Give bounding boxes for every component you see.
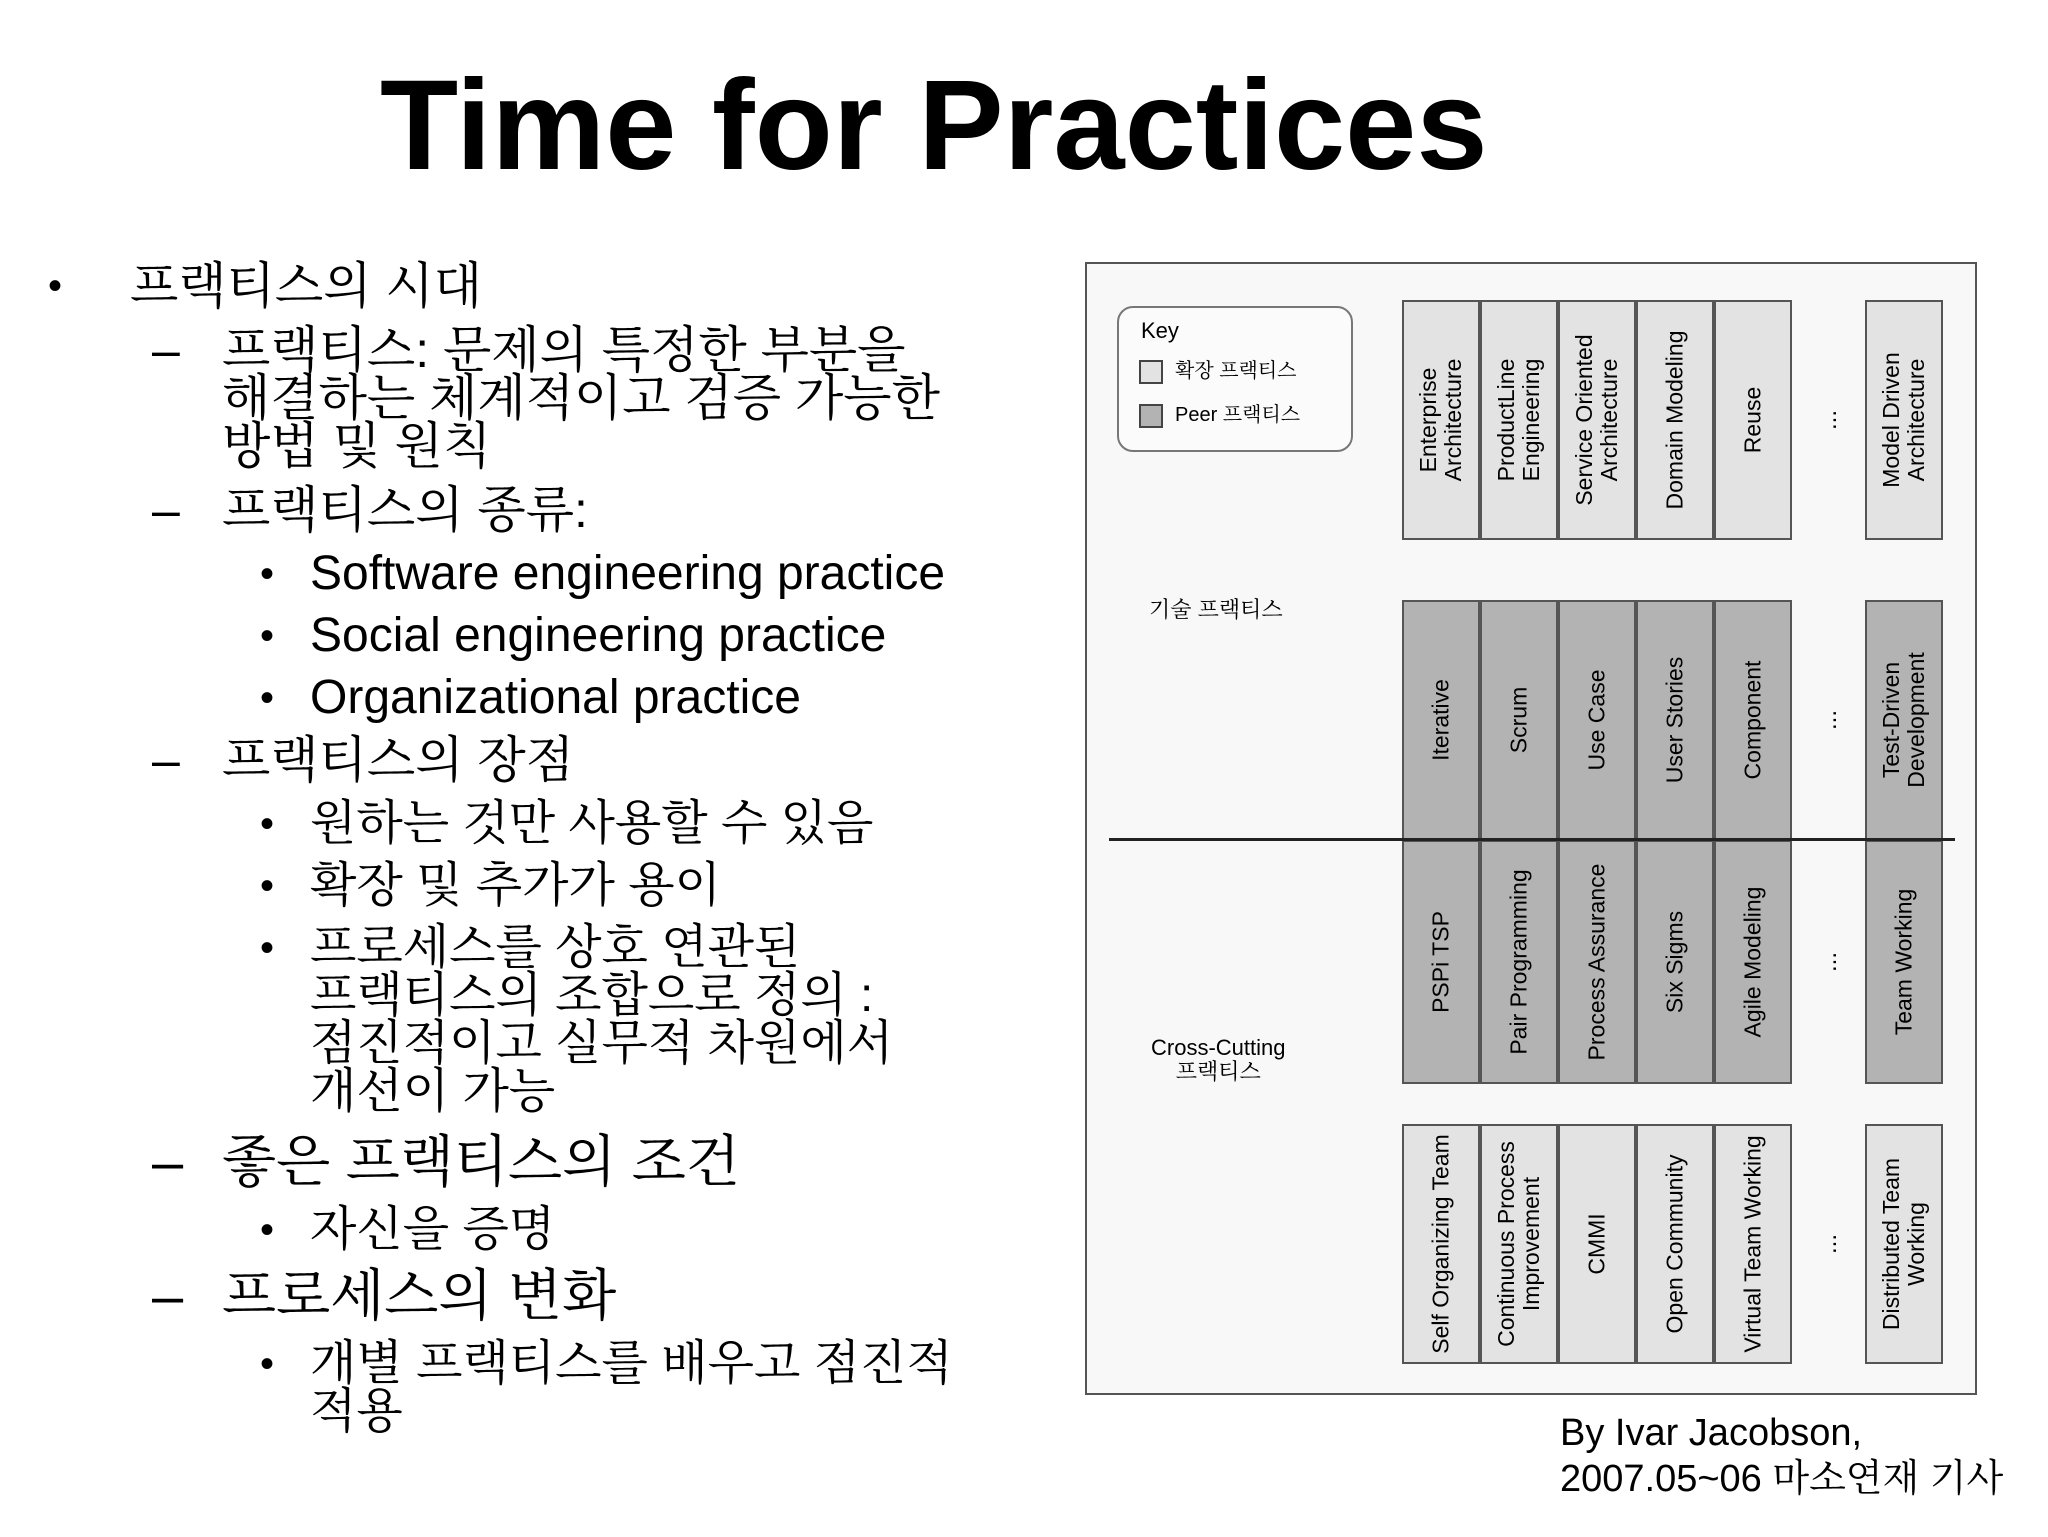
- dash-marker: –: [152, 1130, 184, 1193]
- dash-marker: –: [152, 482, 180, 538]
- practice-label: [1663, 331, 1688, 510]
- types-heading: 프랙티스의 종류:: [222, 482, 588, 538]
- dark-swatch: [1139, 404, 1163, 428]
- practice-label: [1879, 1158, 1929, 1330]
- practice-cell: [1636, 1124, 1714, 1364]
- practice-label-line: Engineering: [1518, 358, 1544, 482]
- technical-practices-label: 기술 프랙티스: [1149, 597, 1283, 622]
- key-extension-label: 확장 프랙티스: [1175, 360, 1297, 382]
- key-title: Key: [1141, 318, 1179, 343]
- practice-label: [1507, 687, 1532, 753]
- bullet-marker: •: [48, 264, 63, 308]
- advantage-item: [260, 797, 874, 850]
- bullet-marker: •: [260, 676, 275, 720]
- crosscutting-label: [1151, 1036, 1285, 1084]
- practice-label-line: Architecture: [1596, 358, 1622, 482]
- type-item: [260, 547, 946, 600]
- crosscutting-line-1: Cross-Cutting: [1151, 1035, 1286, 1060]
- light-swatch: [1139, 360, 1163, 384]
- practice-cell: [1480, 300, 1558, 540]
- type-text: Social engineering practice: [310, 609, 887, 662]
- ellipsis: ...: [1815, 1233, 1842, 1255]
- subbullet-types: [152, 482, 588, 538]
- advantage-text-cont: 프랙티스의 조합으로 정의 :: [310, 969, 874, 1022]
- condition-item: [260, 1203, 556, 1256]
- advantage-item: [260, 859, 721, 912]
- type-item: [260, 609, 887, 662]
- bullet-marker: •: [260, 802, 275, 846]
- practice-label: [1879, 352, 1929, 488]
- practice-label: [1429, 911, 1454, 1013]
- practice-label-line: Architecture: [1903, 358, 1929, 482]
- practice-label-line: Use Case: [1583, 669, 1610, 771]
- practice-label-line: Open Community: [1661, 1154, 1688, 1334]
- practice-label: [1585, 864, 1610, 1061]
- change-heading: 프로세스의 변화: [222, 1264, 617, 1327]
- practice-label: [1585, 670, 1610, 771]
- ellipsis: ...: [1815, 709, 1842, 731]
- practice-label: [1892, 889, 1917, 1036]
- practice-cell: [1558, 1124, 1636, 1364]
- advantage-text: 프로세스를 상호 연관된: [310, 921, 801, 974]
- practice-label: [1494, 359, 1544, 482]
- practice-label-line: Test-Driven: [1878, 661, 1904, 779]
- subbullet-advantages: [152, 732, 574, 788]
- practice-label: [1741, 661, 1766, 780]
- practice-label-line: Pair Programming: [1505, 869, 1532, 1055]
- practice-label: [1585, 1213, 1610, 1274]
- bullet-marker: •: [260, 552, 275, 596]
- key-peer-label: Peer 프랙티스: [1175, 404, 1301, 426]
- practice-label-line: Agile Modeling: [1739, 886, 1766, 1038]
- practice-label: [1429, 679, 1454, 761]
- practice-cell: [1714, 1124, 1792, 1364]
- practice-cell: [1714, 840, 1792, 1084]
- practice-label-line: Enterprise: [1415, 367, 1441, 473]
- advantages-heading: 프랙티스의 장점: [222, 732, 574, 788]
- practice-cell: [1558, 600, 1636, 840]
- bullet-main: [48, 258, 482, 314]
- practice-cell: [1402, 1124, 1480, 1364]
- practice-label-line: PSPi TSP: [1427, 911, 1454, 1013]
- change-item: [260, 1337, 953, 1390]
- condition-text: 자신을 증명: [310, 1203, 556, 1256]
- practice-label-line: User Stories: [1661, 656, 1688, 784]
- practice-cell: [1636, 600, 1714, 840]
- key-peer: [1139, 398, 1300, 428]
- practice-label-line: Process Assurance: [1583, 863, 1610, 1061]
- practice-label-line: ProductLine: [1493, 358, 1519, 482]
- practice-label: [1741, 1135, 1766, 1352]
- practice-label-line: Distributed Team: [1878, 1157, 1904, 1331]
- practice-cell-last: [1865, 840, 1943, 1084]
- credit-author: By Ivar Jacobson,: [1560, 1412, 1863, 1454]
- credit-source: 2007.05~06 마소연재 기사: [1560, 1458, 2004, 1500]
- practice-label-line: Component: [1739, 660, 1766, 780]
- practice-cell: [1480, 600, 1558, 840]
- practice-cell: [1714, 300, 1792, 540]
- key-extension: [1139, 354, 1296, 384]
- practice-cell: [1558, 300, 1636, 540]
- dash-marker: –: [152, 1264, 184, 1327]
- practice-cell-last: [1865, 1124, 1943, 1364]
- advantage-text: 확장 및 추가가 용이: [310, 859, 721, 912]
- practice-cell: [1558, 840, 1636, 1084]
- bullet-marker: •: [260, 926, 275, 970]
- practice-label-line: Continuous Process: [1493, 1141, 1519, 1347]
- ellipsis: ...: [1815, 409, 1842, 431]
- practice-cell-last: [1865, 600, 1943, 840]
- dash-marker: –: [152, 322, 180, 378]
- advantage-text-cont: 점진적이고 실무적 차원에서: [310, 1017, 894, 1070]
- type-text: Software engineering practice: [310, 547, 946, 600]
- conditions-heading: 좋은 프랙티스의 조건: [222, 1130, 740, 1193]
- practice-label-line: Improvement: [1518, 1176, 1544, 1312]
- practice-cell: [1402, 300, 1480, 540]
- slide-title: Time for Practices: [380, 54, 1488, 197]
- practice-label: [1879, 652, 1929, 788]
- crosscutting-line-2: 프랙티스: [1175, 1059, 1261, 1084]
- practice-label-line: CMMI: [1583, 1213, 1610, 1275]
- practice-label: [1663, 911, 1688, 1013]
- practice-label-line: Service Oriented: [1571, 334, 1597, 506]
- practice-cell: [1636, 300, 1714, 540]
- practice-label: [1416, 359, 1466, 482]
- practice-label-line: Iterative: [1427, 679, 1454, 761]
- bullet-marker: •: [260, 1342, 275, 1386]
- practice-label: [1507, 869, 1532, 1054]
- change-text: 개별 프랙티스를 배우고 점진적: [310, 1337, 953, 1390]
- practice-cell: [1714, 600, 1792, 840]
- definition-line-1: 프랙티스: 문제의 특정한 부분을: [222, 322, 906, 378]
- credit: [1560, 1410, 2003, 1502]
- type-text: Organizational practice: [310, 671, 801, 724]
- practice-label-line: Architecture: [1440, 358, 1466, 482]
- definition-line-3: 방법 및 원칙: [222, 418, 492, 474]
- subbullet-definition: [152, 322, 906, 378]
- practice-label-line: Reuse: [1739, 386, 1766, 454]
- practice-label: [1429, 1134, 1454, 1353]
- practice-label-line: Development: [1903, 652, 1929, 788]
- practice-label-line: Six Sigms: [1661, 910, 1688, 1014]
- practice-label: [1741, 887, 1766, 1038]
- practice-label-line: Scrum: [1505, 686, 1532, 754]
- bullet-marker: •: [260, 614, 275, 658]
- advantage-item: [260, 921, 801, 974]
- practice-label-line: Self Organizing Team: [1427, 1134, 1454, 1354]
- dash-marker: –: [152, 732, 180, 788]
- ellipsis: ...: [1815, 951, 1842, 973]
- subbullet-conditions: [152, 1130, 740, 1193]
- practice-cell: [1480, 840, 1558, 1084]
- practice-cell: [1402, 840, 1480, 1084]
- bullet-marker: •: [260, 864, 275, 908]
- practice-label-line: Working: [1903, 1202, 1929, 1286]
- practice-label-line: Virtual Team Working: [1739, 1135, 1766, 1353]
- diagram-key: [1117, 306, 1353, 452]
- advantage-text: 원하는 것만 사용할 수 있음: [310, 797, 874, 850]
- practice-cell: [1636, 840, 1714, 1084]
- divider-line: [1109, 838, 1955, 841]
- practice-cell: [1402, 600, 1480, 840]
- type-item: [260, 671, 801, 724]
- subbullet-change: [152, 1264, 617, 1327]
- practice-label-line: Team Working: [1890, 888, 1917, 1036]
- practice-cell-last: [1865, 300, 1943, 540]
- practice-label-line: Model Driven: [1878, 352, 1904, 488]
- advantage-text-cont: 개선이 가능: [310, 1065, 556, 1118]
- practice-cell: [1480, 1124, 1558, 1364]
- practice-label: [1494, 1141, 1544, 1347]
- practices-diagram: [1085, 262, 1977, 1395]
- practice-label: [1572, 334, 1622, 505]
- bullet-marker: •: [260, 1208, 275, 1252]
- practice-label-line: Domain Modeling: [1661, 330, 1688, 510]
- practice-label: [1663, 657, 1688, 784]
- change-text-cont: 적용: [310, 1385, 403, 1438]
- bullet-text: 프랙티스의 시대: [130, 258, 482, 314]
- practice-label: [1741, 387, 1766, 453]
- definition-line-2: 해결하는 체계적이고 검증 가능한: [222, 370, 940, 426]
- practice-label: [1663, 1155, 1688, 1334]
